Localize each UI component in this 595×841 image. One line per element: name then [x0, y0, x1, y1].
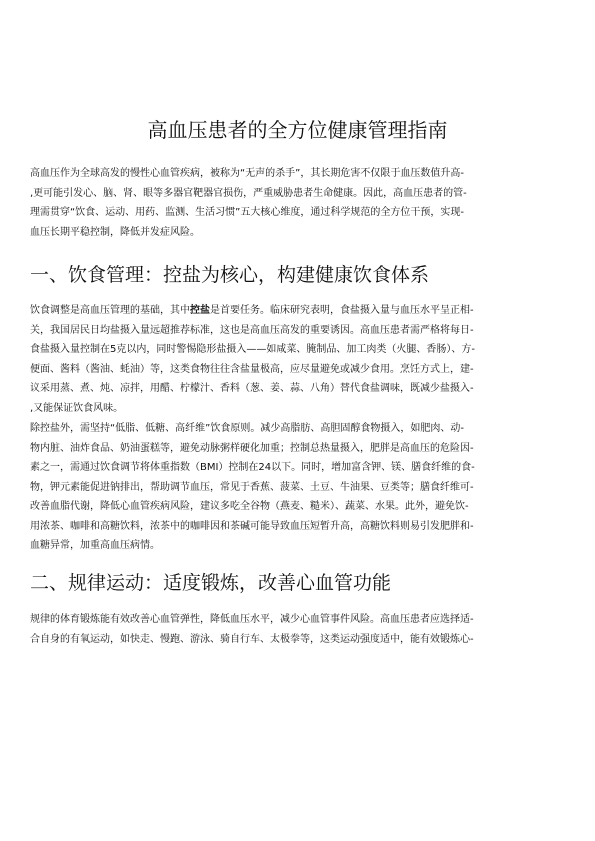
text-line: 合自身的有氧运动，如快走、慢跑、游泳、骑自行车、太极拳等，这类运动强度适中，能有效锻炼心-: [30, 633, 474, 645]
bold-keyword: 控盐: [190, 305, 210, 316]
text-line: 关，我国居民日均盐摄入量远超推荐标准，这也是高血压高发的重要诱因。高血压患者需严格将每日-: [30, 324, 474, 336]
diet-paragraph-2: [30, 419, 566, 556]
text-line: 议采用蒸、煮、炖、凉拌，用醋、柠檬汁、香料（葱、姜、蒜、八角）替代食盐调味，既减少盐摄入-: [30, 383, 474, 394]
text-line: 物，钾元素能促进钠排出，帮助调节血压，常见于香蕉、菠菜、土豆、牛油果、豆类等；膳食纤维可-: [30, 481, 474, 493]
text-segment: 是首要任务。临床研究表明，食盐摄入量与血压水平呈正相-: [210, 305, 474, 316]
text-line: 用浓茶、咖啡和高糖饮料，浓茶中的咖啡因和茶碱可能导致血压短暂升高，高糖饮料则易引发肥胖和-: [30, 520, 474, 532]
text-line: 高血压作为全球高发的慢性心血管疾病，被称为“无声的杀手”，其长期危害不仅限于血压数值升高-: [30, 168, 464, 179]
text-line: 改善血脂代谢，降低心血管疾病风险，建议多吃全谷物（燕麦、糙米）、蔬菜、水果。此外，避免饮-: [30, 501, 469, 512]
text-line: 食盐摄入量控制在5克以内，同时警惕隐形盐摄入——如咸菜、腌制品、加工肉类（火腿、香肠）、方-: [30, 344, 475, 355]
text-line: 除控盐外，需坚持“低脂、低糖、高纤维”饮食原则。减少高脂肪、高胆固醇食物摄入，如肥肉、动-: [30, 423, 464, 434]
text-line: ,更可能引发心、脑、肾、眼等多器官靶器官损伤，严重威胁患者生命健康。因此，高血压患者的管-: [30, 187, 467, 199]
text-line: 物内脏、油炸食品、奶油蛋糕等，避免动脉粥样硬化加重；控制总热量摄入，肥胖是高血压的危险因-: [30, 442, 474, 454]
intro-paragraph: [30, 164, 566, 242]
exercise-paragraph-1: [30, 610, 566, 649]
text-line: 便面、酱料（酱油、蚝油）等，这类食物往往含盐量极高，应尽量避免或减少食用。烹饪方式上，建-: [30, 363, 474, 375]
text-line: 血压长期平稳控制，降低并发症风险。: [30, 226, 200, 238]
section-heading-diet: 一、饮食管理：控盐为核心，构建健康饮食体系: [30, 264, 430, 286]
text-segment: 饮食调整是高血压管理的基础，其中: [30, 305, 190, 316]
diet-paragraph-1: [30, 301, 566, 418]
text-line: 规律的体育锻炼能有效改善心血管弹性，降低血压水平，减少心血管事件风险。高血压患者应选择适-: [30, 614, 474, 625]
text-line: 血糖异常，加重高血压病情。: [30, 540, 160, 551]
text-line: ,又能保证饮食风味。: [30, 402, 124, 414]
text-line: 素之一，需通过饮食调节将体重指数（BMI）控制在24以下。同时，增加富含钾、镁、膳食纤维的食-: [30, 462, 475, 473]
text-line: 理需贯穿“饮食、运动、用药、监测、生活习惯”五大核心维度，通过科学规范的全方位干预，实现-: [30, 207, 464, 218]
text-line: [30, 301, 566, 321]
section-heading-exercise: 二、规律运动：适度锻炼，改善心血管功能: [30, 572, 392, 594]
document-title: 高血压患者的全方位健康管理指南: [147, 118, 448, 142]
